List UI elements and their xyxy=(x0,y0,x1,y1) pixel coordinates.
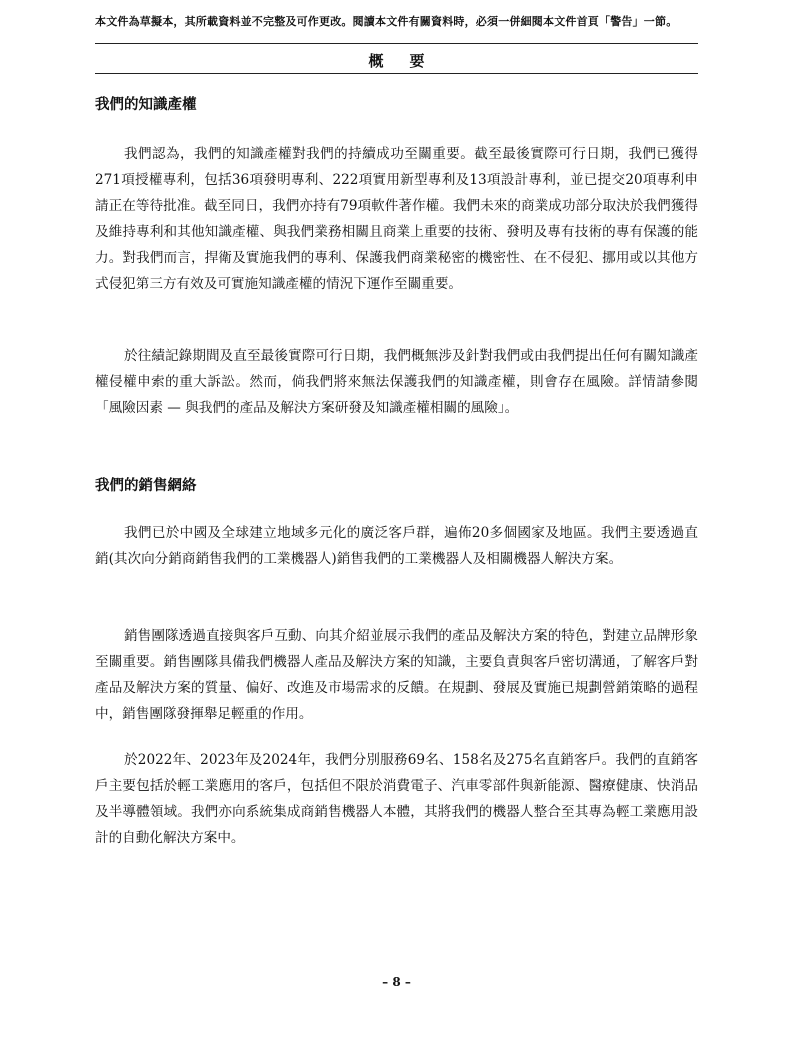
page-number: – 8 – xyxy=(382,975,411,989)
section-title: 概要 xyxy=(368,52,451,70)
ip-paragraph-2: 於往績記錄期間及直至最後實際可行日期，我們概無涉及針對我們或由我們提出任何有關知識產權侵權申索的重大訴訟。然而，倘我們將來無法保護我們的知識產權，則會存在風險。詳情請參閱「風險因素 — 與我們的產品及解決方案研發及知識產權相關的風險」。 xyxy=(95,348,698,416)
sales-paragraph-1: 我們已於中國及全球建立地域多元化的廣泛客戶群，遍佈20多個國家及地區。我們主要透過直銷(其次向分銷商銷售我們的工業機器人)銷售我們的工業機器人及相關機器人解決方案。 xyxy=(95,525,698,567)
header-rule-bottom xyxy=(95,73,698,74)
draft-warning-banner: 本文件為草擬本，其所載資料並不完整及可作更改。閱讀本文件有關資料時，必須一併細閱本文件首頁「警告」一節。 xyxy=(95,15,678,28)
sales-paragraph-2: 銷售團隊透過直接與客戶互動、向其介紹並展示我們的產品及解決方案的特色，對建立品牌形象至關重要。銷售團隊具備我們機器人產品及解決方案的知識，主要負責與客戶密切溝通，了解客戶對產品及解決方案的質量、偏好、改進及市場需求的反饋。在規劃、發展及實施已規劃營銷策略的過程中，銷售團隊發揮舉足輕重的作用。 xyxy=(95,628,698,722)
header-rule-top xyxy=(95,43,698,44)
ip-heading: 我們的知識產權 xyxy=(95,96,197,113)
sales-paragraph-3: 於2022年、2023年及2024年，我們分別服務69名、158名及275名直銷客戶。我們的直銷客戶主要包括於輕工業應用的客戶，包括但不限於消費電子、汽車零部件與新能源、醫療健康、快消品及半導體領域。我們亦向系統集成商銷售機器人本體，其將我們的機器人整合至其專為輕工業應用設計的自動化解決方案中。 xyxy=(95,752,698,846)
ip-paragraph-1: 我們認為，我們的知識產權對我們的持續成功至關重要。截至最後實際可行日期，我們已獲得271項授權專利，包括36項發明專利、222項實用新型專利及13項設計專利，並已提交20項專利申請正在等待批准。截至同日，我們亦持有79項軟件著作權。我們未來的商業成功部分取決於我們獲得及維持專利和其他知識產權、與我們業務相關且商業上重要的技術、發明及專有技術的專有保護的能力。對我們而言，捍衛及實施我們的專利、保護我們商業秘密的機密性、在不侵犯、挪用或以其他方式侵犯第三方有效及可實施知識產權的情況下運作至關重要。 xyxy=(95,146,698,292)
sales-network-heading: 我們的銷售網絡 xyxy=(95,477,197,494)
